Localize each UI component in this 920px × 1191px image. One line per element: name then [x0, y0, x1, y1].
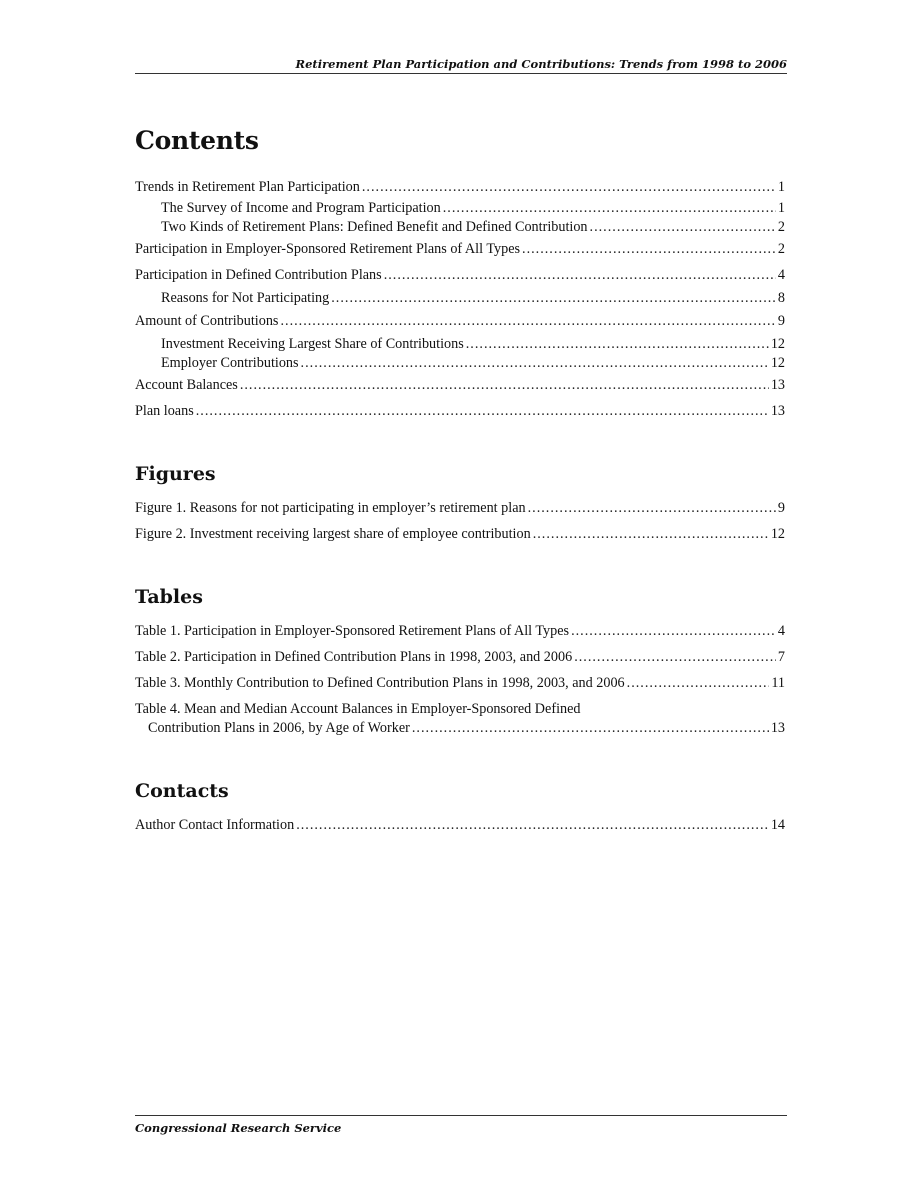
- toc-entry-label: Figure 1. Reasons for not participating in employer’s retirement plan: [135, 500, 526, 516]
- dot-leader: [528, 499, 776, 518]
- toc-entry[interactable]: [135, 199, 785, 218]
- toc-entry-label: Amount of Contributions: [135, 313, 279, 329]
- toc-entry-label: Participation in Defined Contribution Plans: [135, 267, 382, 283]
- toc-entry-page: 11: [771, 675, 785, 691]
- toc-entry-label: Account Balances: [135, 377, 238, 393]
- toc-entry[interactable]: [135, 816, 785, 835]
- toc-entry[interactable]: [135, 335, 785, 354]
- toc-entry-label-line1: Table 4. Mean and Median Account Balances in Employer-Sponsored Defined: [135, 701, 581, 717]
- toc-entry-page: 2: [777, 219, 785, 235]
- toc-entry-page: 14: [770, 817, 785, 833]
- dot-leader: [443, 199, 776, 218]
- toc-entry-page: 4: [777, 267, 785, 283]
- dot-leader: [522, 240, 776, 259]
- document-body: [135, 124, 785, 835]
- dot-leader: [301, 354, 769, 373]
- dot-leader: [280, 312, 775, 331]
- toc-entry-label: Trends in Retirement Plan Participation: [135, 179, 360, 195]
- toc-entry-page: 8: [777, 290, 785, 306]
- toc-entry-page: 4: [777, 623, 785, 639]
- toc-entry-page: 13: [770, 377, 785, 393]
- dot-leader: [384, 266, 776, 285]
- toc-entry-label: Author Contact Information: [135, 817, 295, 833]
- dot-leader: [331, 289, 776, 308]
- dot-leader: [240, 376, 769, 395]
- tables-list: [135, 622, 785, 738]
- toc-entry-label: Plan loans: [135, 403, 194, 419]
- contacts-heading: Contacts: [135, 780, 229, 802]
- toc-entry[interactable]: [135, 648, 785, 667]
- toc-entry-page: 13: [770, 403, 785, 419]
- toc-entry[interactable]: [135, 525, 785, 544]
- toc-entry-page: 9: [777, 313, 785, 329]
- toc-entry-page: 1: [777, 200, 785, 216]
- toc-entry[interactable]: [135, 312, 785, 331]
- toc-entry-page: 1: [777, 179, 785, 195]
- contacts-list: [135, 816, 785, 835]
- toc-entry[interactable]: [135, 218, 785, 237]
- toc-entry-page: 12: [770, 355, 785, 371]
- toc-entry[interactable]: [135, 240, 785, 259]
- figures-section: [135, 461, 785, 544]
- toc-entry-page: 7: [777, 649, 785, 665]
- contents-section: [135, 124, 785, 421]
- toc-entry-label: Table 2. Participation in Defined Contribution Plans in 1998, 2003, and 2006: [135, 649, 573, 665]
- running-header: Retirement Plan Participation and Contributions: Trends from 1998 to 2006: [135, 56, 787, 74]
- dot-leader: [362, 178, 776, 197]
- toc-entry-label: Participation in Employer-Sponsored Retirement Plans of All Types: [135, 241, 521, 257]
- toc-entry-label: Table 3. Monthly Contribution to Defined Contribution Plans in 1998, 2003, and 2006: [135, 675, 625, 691]
- toc-entry-page: 12: [770, 526, 785, 542]
- tables-section: [135, 584, 785, 738]
- toc-entry[interactable]: [135, 622, 785, 641]
- dot-leader: [627, 674, 770, 693]
- dot-leader: [533, 525, 769, 544]
- toc-entry-label: Reasons for Not Participating: [161, 290, 330, 306]
- toc-entry-page: 9: [777, 500, 785, 516]
- toc-entry-page: 13: [770, 720, 785, 736]
- dot-leader: [590, 218, 776, 237]
- figures-heading: Figures: [135, 463, 216, 485]
- toc-entry[interactable]: [135, 266, 785, 285]
- dot-leader: [466, 335, 769, 354]
- contacts-section: [135, 778, 785, 835]
- dot-leader: [571, 622, 776, 641]
- toc-entry[interactable]: [135, 354, 785, 373]
- toc-entry-label: Figure 2. Investment receiving largest share of employee contribution: [135, 526, 531, 542]
- toc-entry-label: Investment Receiving Largest Share of Contributions: [161, 336, 464, 352]
- dot-leader: [196, 402, 769, 421]
- toc-entry-label: Employer Contributions: [161, 355, 299, 371]
- toc-entry-line2: [135, 719, 785, 738]
- toc-entry[interactable]: [135, 178, 785, 197]
- tables-heading: Tables: [135, 586, 203, 608]
- contents-heading: Contents: [135, 126, 259, 155]
- toc-entry-label: The Survey of Income and Program Participation: [161, 200, 441, 216]
- dot-leader: [574, 648, 776, 667]
- toc-entry[interactable]: [135, 376, 785, 395]
- toc-entry[interactable]: [135, 402, 785, 421]
- toc-entry-label: Table 1. Participation in Employer-Sponsored Retirement Plans of All Types: [135, 623, 570, 639]
- toc-entry-label-line2: Contribution Plans in 2006, by Age of Worker: [148, 720, 410, 736]
- toc-entry[interactable]: [135, 499, 785, 518]
- dot-leader: [296, 816, 769, 835]
- toc-entry[interactable]: [135, 289, 785, 308]
- figures-list: [135, 499, 785, 544]
- contents-list: [135, 178, 785, 421]
- toc-entry[interactable]: [135, 674, 785, 693]
- toc-entry-label: Two Kinds of Retirement Plans: Defined Benefit and Defined Contribution: [161, 219, 588, 235]
- toc-entry-wrapped[interactable]: [135, 700, 785, 738]
- toc-entry-page: 12: [770, 336, 785, 352]
- dot-leader: [412, 719, 769, 738]
- toc-entry-page: 2: [777, 241, 785, 257]
- running-footer: Congressional Research Service: [135, 1115, 787, 1136]
